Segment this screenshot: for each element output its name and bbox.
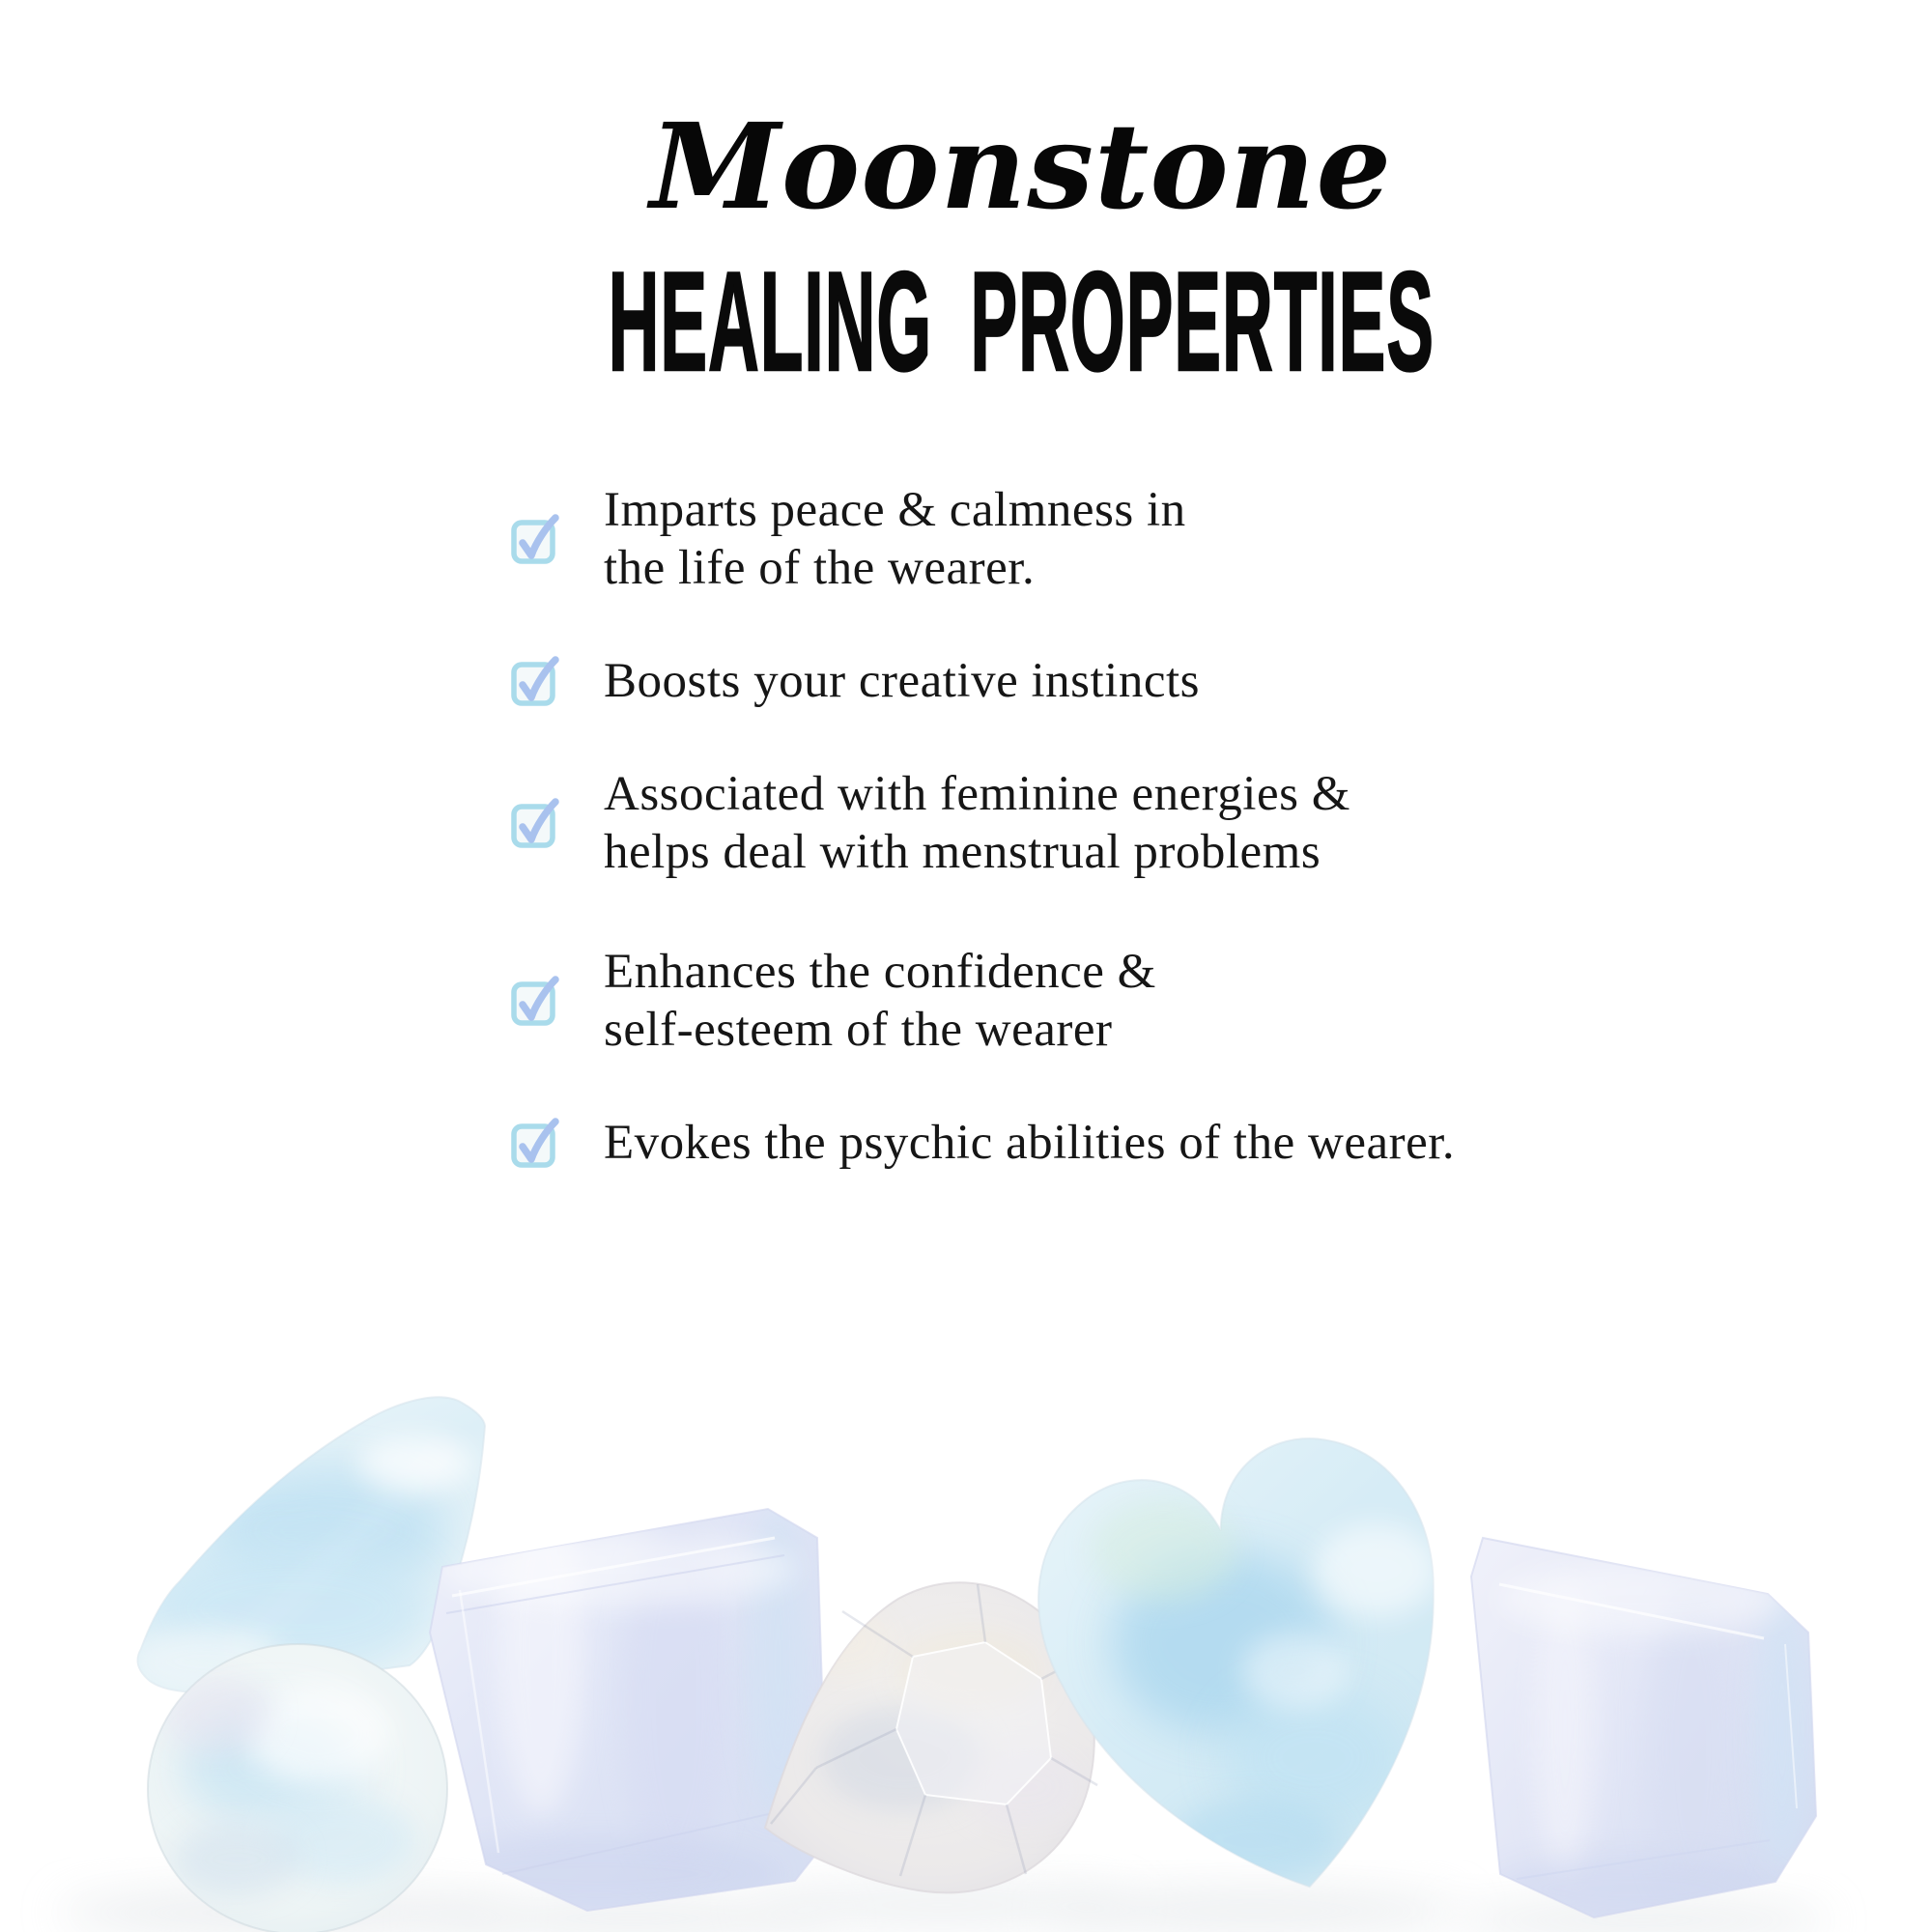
list-item-line: Evokes the psychic abilities of the wearer. — [604, 1116, 1456, 1170]
list-item — [511, 943, 1747, 1059]
checkbox-checked-icon — [511, 514, 559, 564]
list-item-text — [604, 1114, 1455, 1172]
heart-moonstone-photo — [1011, 1414, 1502, 1932]
checkbox-checked-icon — [511, 1118, 559, 1168]
list-item-line: the life of the wearer. — [604, 541, 1036, 595]
cushion-square-moonstone-photo — [1471, 1538, 1816, 1922]
page-subtitle-wrap — [110, 242, 1932, 401]
list-item-line: Enhances the confidence & — [604, 945, 1156, 999]
list-item-text — [604, 652, 1200, 710]
checkbox-checked-icon — [511, 656, 559, 706]
round-cabochon-moonstone-photo — [148, 1644, 447, 1932]
list-item-line: Boosts your creative instincts — [604, 654, 1200, 708]
checkbox-checked-icon — [511, 976, 559, 1026]
list-item-text — [604, 943, 1156, 1059]
checkbox-checked-icon — [511, 798, 559, 848]
healing-properties-list — [511, 481, 1747, 1227]
list-item-text — [604, 481, 1186, 597]
page-subtitle: HEALING PROPERTIES — [608, 242, 1435, 401]
header — [110, 0, 1932, 401]
emerald-cut-moonstone-photo — [415, 1488, 827, 1913]
list-item — [511, 1114, 1747, 1172]
list-item — [511, 652, 1747, 710]
page-title: Moonstone — [649, 97, 1393, 236]
list-item-line: Imparts peace & calmness in — [604, 483, 1186, 537]
list-item-line: helps deal with menstrual problems — [604, 825, 1321, 879]
list-item — [511, 765, 1747, 881]
list-item-text — [604, 765, 1350, 881]
list-item — [511, 481, 1747, 597]
list-item-line: Associated with feminine energies & — [604, 767, 1350, 821]
moonstone-gems-image — [0, 1352, 1932, 1932]
list-item-line: self-esteem of the wearer — [604, 1003, 1113, 1057]
